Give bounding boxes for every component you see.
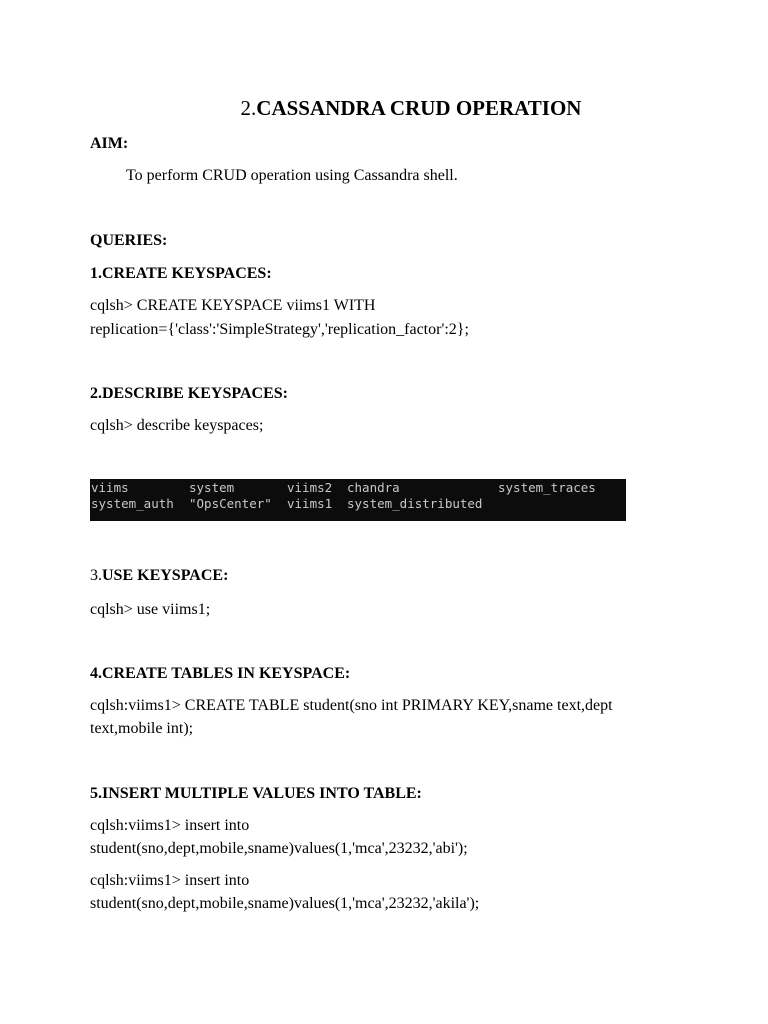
- use-keyspace-heading-text: USE KEYSPACE:: [102, 567, 229, 584]
- describe-keyspaces-heading: 2.DESCRIBE KEYSPACES:: [90, 385, 288, 402]
- keyspace-name: "OpsCenter": [189, 496, 272, 511]
- keyspace-name: system_auth: [91, 496, 174, 511]
- create-keyspaces-heading: 1.CREATE KEYSPACES:: [90, 265, 272, 282]
- create-keyspaces-query-line2: replication={'class':'SimpleStrategy','replication_factor':2};: [90, 321, 469, 338]
- insert-query-1-line1: cqlsh:viims1> insert into: [90, 817, 250, 834]
- page-title: [0, 95, 768, 121]
- aim-heading: AIM:: [90, 135, 129, 152]
- aim-text: To perform CRUD operation using Cassandra shell.: [126, 167, 458, 184]
- keyspace-name: system_traces: [498, 480, 596, 495]
- keyspace-name: chandra: [347, 480, 400, 495]
- create-tables-heading: 4.CREATE TABLES IN KEYSPACE:: [90, 665, 351, 682]
- keyspace-name: system_distributed: [347, 496, 483, 511]
- keyspace-name: system: [189, 480, 235, 495]
- create-table-query-line1: cqlsh:viims1> CREATE TABLE student(sno int PRIMARY KEY,sname text,dept: [90, 697, 613, 714]
- use-keyspace-query: cqlsh> use viims1;: [90, 601, 211, 618]
- keyspace-name: viims: [91, 480, 129, 495]
- insert-query-2-line1: cqlsh:viims1> insert into: [90, 872, 250, 889]
- describe-keyspaces-query: cqlsh> describe keyspaces;: [90, 417, 264, 434]
- use-keyspace-number: 3.: [90, 567, 102, 584]
- create-table-query-line2: text,mobile int);: [90, 720, 194, 737]
- insert-query-1-line2: student(sno,dept,mobile,sname)values(1,'mca',23232,'abi');: [90, 840, 468, 857]
- keyspace-name: viims2: [287, 480, 333, 495]
- use-keyspace-heading: [90, 566, 228, 586]
- insert-values-heading: 5.INSERT MULTIPLE VALUES INTO TABLE:: [90, 785, 422, 802]
- title-text: CASSANDRA CRUD OPERATION: [256, 96, 582, 120]
- create-keyspaces-query-line1: cqlsh> CREATE KEYSPACE viims1 WITH: [90, 297, 376, 314]
- keyspace-name: viims1: [287, 496, 333, 511]
- insert-query-2-line2: student(sno,dept,mobile,sname)values(1,'mca',23232,'akila');: [90, 895, 480, 912]
- terminal-output: [90, 479, 626, 521]
- queries-heading: QUERIES:: [90, 232, 168, 249]
- title-number: 2.: [240, 96, 257, 120]
